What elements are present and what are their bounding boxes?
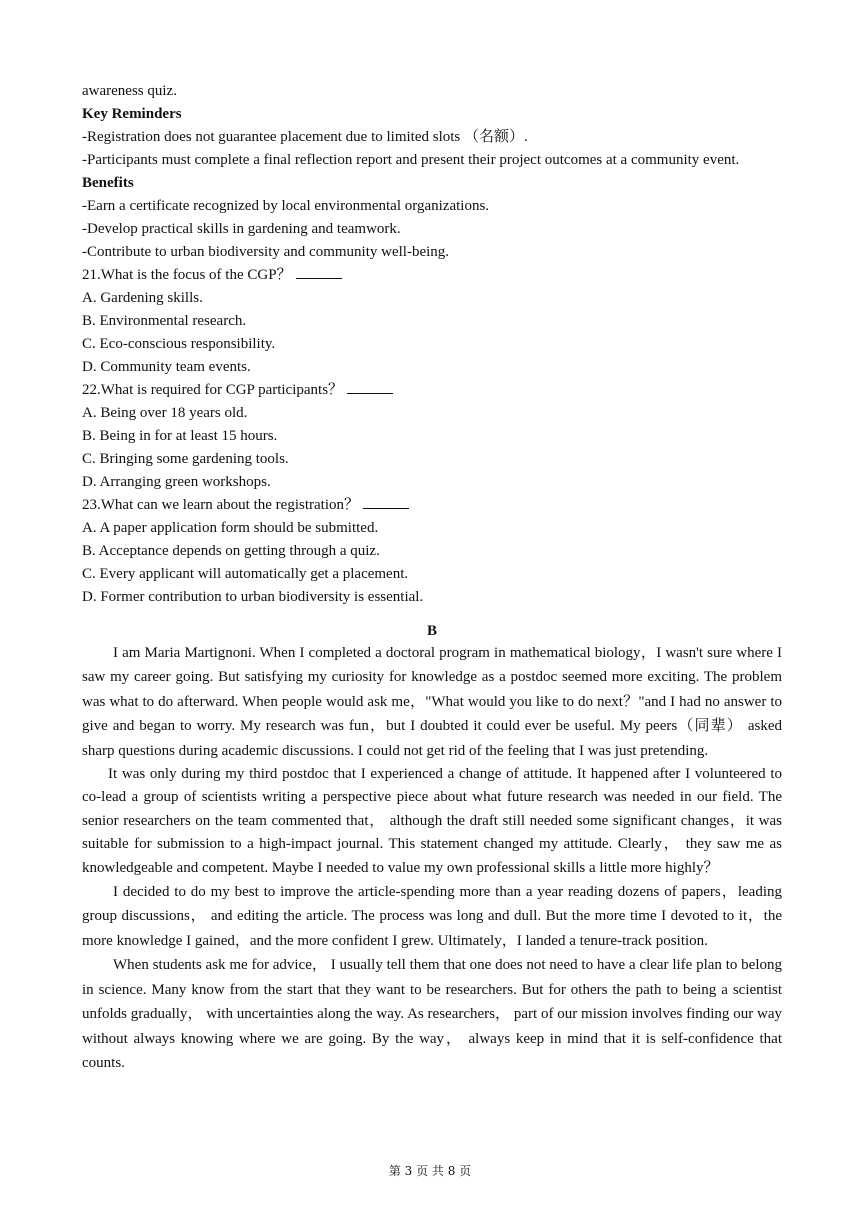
- document-page: [82, 80, 782, 1075]
- benefits-heading: Benefits: [82, 175, 134, 191]
- answer-option: B. Acceptance depends on getting through a quiz.: [82, 543, 380, 559]
- answer-option: A. Gardening skills.: [82, 290, 203, 306]
- question-23: [82, 494, 782, 609]
- benefit-item: -Contribute to urban biodiversity and community well-being.: [82, 244, 450, 260]
- answer-option: A. A paper application form should be submitted.: [82, 520, 379, 536]
- reminder-item: -Participants must complete a final reflection report and present their project outcomes at a community event.: [82, 152, 740, 168]
- benefit-item: -Develop practical skills in gardening and teamwork.: [82, 221, 401, 237]
- answer-option: C. Eco-conscious responsibility.: [82, 336, 276, 352]
- passage-paragraph: When students ask me for advice， I usually tell them that one does not need to have a clear life plan to belong in science. Many know from the start that they want to be researchers. But for others the path to being a scientist unfolds gradually， with uncertainties along the way. As researchers， part of our mission involves finding our way without always knowing where we are going. By the way， always keep in mind that it is self-confidence that counts.: [82, 957, 782, 1071]
- passage-paragraph: I am Maria Martignoni. When I completed a doctoral program in mathematical biology，I wasn't sure where I saw my career going. But satisfying my curiosity for knowledge as a postdoc seemed more exciting. The problem was what to do afterward. When people would ask me，"What would you like to do next？"and I had no answer to give and began to worry. My research was fun，but I doubted it could ever be useful. My peers（同辈） asked sharp questions during academic discussions. I could not get rid of the feeling that I was just pretending.: [82, 645, 782, 759]
- question-text: 22.What is required for CGP participants？: [82, 382, 344, 398]
- section-b-title: B: [426, 623, 437, 639]
- question-text: 23.What can we learn about the registration？: [82, 497, 359, 513]
- passage-paragraph: It was only during my third postdoc that I experienced a change of attitude. It happened after I volunteered to co-lead a group of scientists writing a perspective piece about what future research was needed in our field. The senior researchers on the team commented that， although the draft still needed some significant changes，it was suitable for submission to a high-impact journal. This statement changed my attitude. Clearly， they saw me as knowledgeable and competent. Maybe I needed to value my own professional skills a little more highly？: [82, 766, 782, 876]
- answer-option: B. Being in for at least 15 hours.: [82, 428, 278, 444]
- answer-blank: [347, 379, 393, 394]
- question-stem: [82, 494, 782, 517]
- continued-text: awareness quiz.: [82, 83, 177, 99]
- answer-option: C. Every applicant will automatically get a placement.: [82, 566, 409, 582]
- answer-option: A. Being over 18 years old.: [82, 405, 248, 421]
- answer-option: D. Arranging green workshops.: [82, 474, 271, 490]
- question-stem: [82, 264, 782, 287]
- answer-option: B. Environmental research.: [82, 313, 247, 329]
- page-number-footer: 第 3 页 共 8 页: [388, 1164, 472, 1178]
- question-22: [82, 379, 782, 494]
- question-text: 21.What is the focus of the CGP？: [82, 267, 292, 283]
- benefit-item: -Earn a certificate recognized by local environmental organizations.: [82, 198, 490, 214]
- passage-paragraph: I decided to do my best to improve the article-spending more than a year reading dozens of papers，leading group discussions， and editing the article. The process was long and dull. But the more time I devoted to it，the more knowledge I gained，and the more confident I grew. Ultimately，I landed a tenure-track position.: [82, 884, 782, 949]
- answer-option: D. Former contribution to urban biodiversity is essential.: [82, 589, 424, 605]
- answer-option: C. Bringing some gardening tools.: [82, 451, 289, 467]
- question-stem: [82, 379, 782, 402]
- key-reminders-heading: Key Reminders: [82, 106, 182, 122]
- answer-option: D. Community team events.: [82, 359, 251, 375]
- answer-blank: [296, 264, 342, 279]
- question-21: [82, 264, 782, 379]
- reminder-item: -Registration does not guarantee placement due to limited slots （名额）.: [82, 129, 528, 145]
- answer-blank: [363, 494, 409, 509]
